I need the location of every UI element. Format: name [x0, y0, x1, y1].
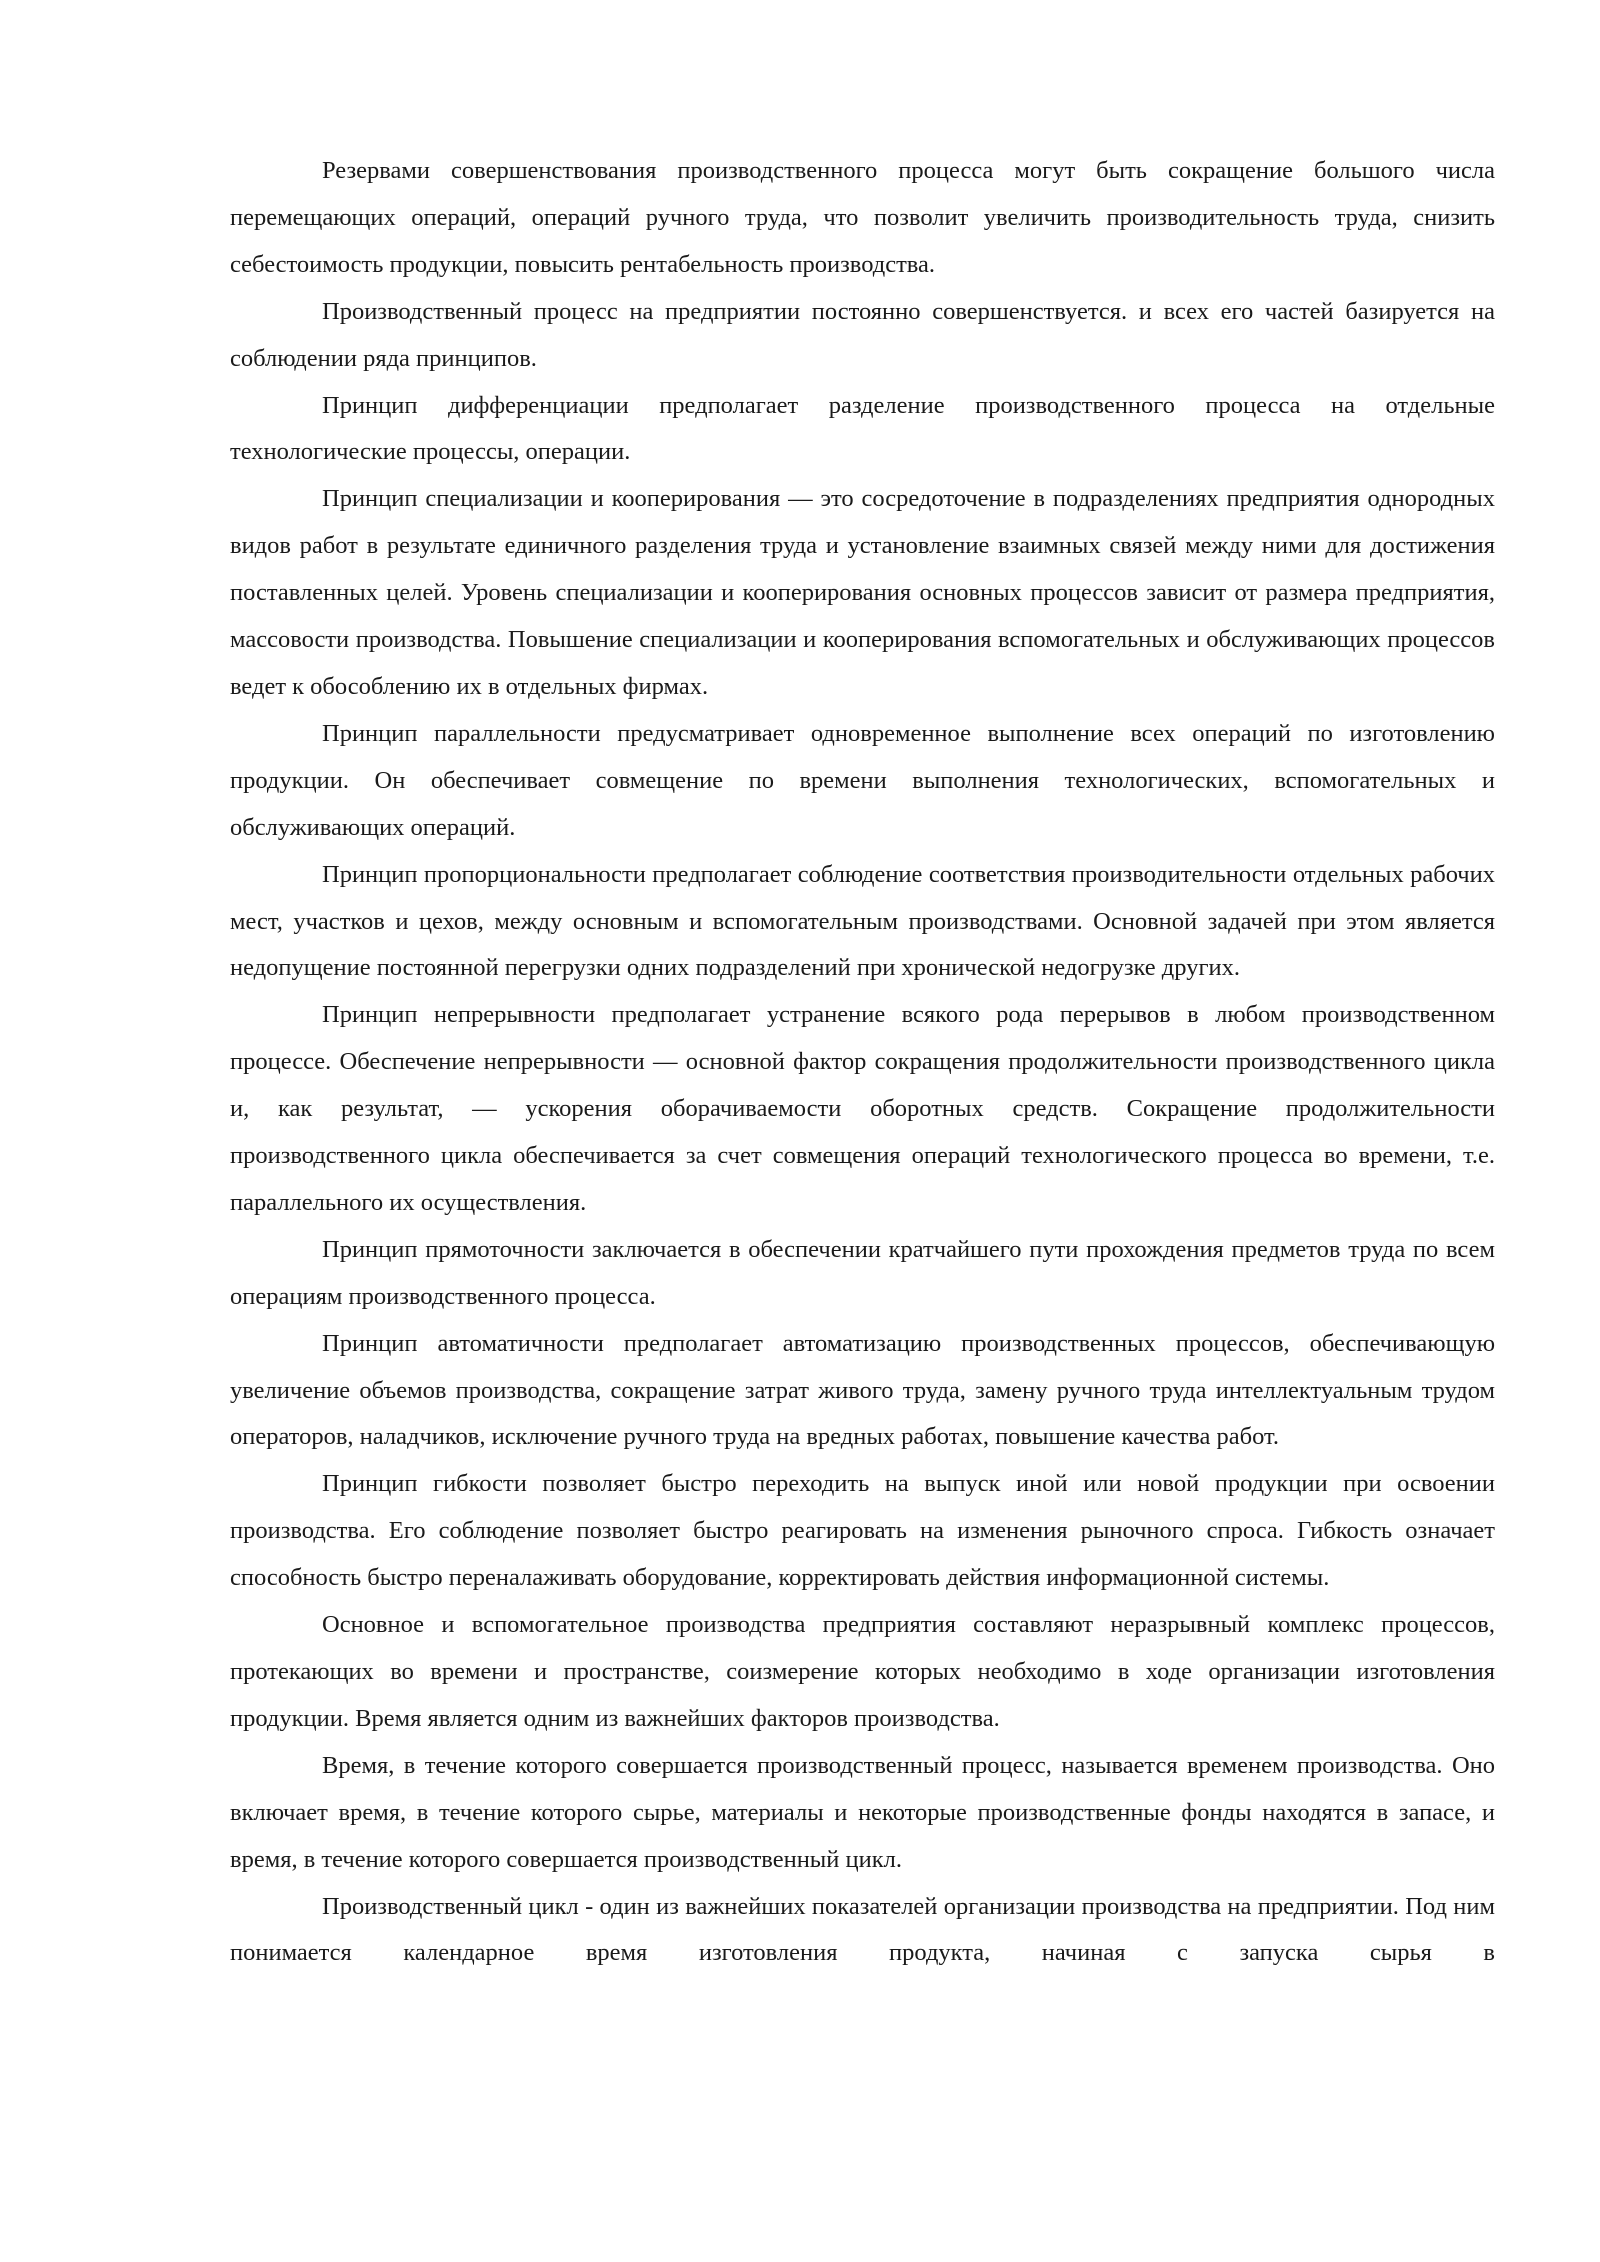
- paragraph-proportionality-principle: Принцип пропорциональности предполагает соблюдение соответствия производительности отдельных рабочих мест, участков и цехов, между основным и вспомогательным производствами. Основной задачей при этом является недопущение постоянной перегрузки одних подразделений при хронической недогрузке других.: [230, 860, 1495, 982]
- paragraph-flexibility-principle: Принцип гибкости позволяет быстро переходить на выпуск иной или новой продукции при освоении производства. Его соблюдение позволяет быстро реагировать на изменения рыночного спроса. Гибкость означает способность быстро переналаживать оборудование, корректировать действия информационной системы.: [230, 1470, 1495, 1592]
- paragraph-continuity-principle: Принцип непрерывности предполагает устранение всякого рода перерывов в любом производственном процессе. Обеспечение непрерывности — основной фактор сокращения продолжительности производственного цикла и, как результат, — ускорения оборачиваемости оборотных средств. Сокращение продолжительности производственного цикла обеспечивается за счет совмещения операций технологического процесса во времени, т.е. параллельного их осуществления.: [230, 1001, 1495, 1216]
- paragraph-direct-flow-principle: Принцип прямоточности заключается в обеспечении кратчайшего пути прохождения предметов труда по всем операциям производственного процесса.: [230, 1235, 1495, 1310]
- paragraph-automation-principle: Принцип автоматичности предполагает автоматизацию производственных процессов, обеспечивающую увеличение объемов производства, сокращение затрат живого труда, замену ручного труда интеллектуальным трудом операторов, наладчиков, исключение ручного труда на вредных работах, повышение качества работ.: [230, 1329, 1495, 1451]
- paragraph-parallelism-principle: Принцип параллельности предусматривает одновременное выполнение всех операций по изготовлению продукции. Он обеспечивает совмещение по времени выполнения технологических, вспомогательных и обслуживающих операций.: [230, 719, 1495, 841]
- paragraph-production-time: Время, в течение которого совершается производственный процесс, называется временем производства. Оно включает время, в течение которого сырье, материалы и некоторые производственные фонды находятся в запасе, и время, в течение которого совершается производственный цикл.: [230, 1751, 1495, 1873]
- paragraph-differentiation-principle: Принцип дифференциации предполагает разделение производственного процесса на отдельные технологические процессы, операции.: [230, 391, 1495, 466]
- document-page: [230, 148, 1495, 1977]
- paragraph-production-reserves: Резервами совершенствования производственного процесса могут быть сокращение большого числа перемещающих операций, операций ручного труда, что позволит увеличить производительность труда, снизить себестоимость продукции, повысить рентабельность производства.: [230, 157, 1495, 278]
- paragraph-process-improvement: Производственный процесс на предприятии постоянно совершенствуется. и всех его частей базируется на соблюдении ряда принципов.: [230, 297, 1495, 372]
- paragraph-specialization-principle: Принцип специализации и кооперирования — это сосредоточение в подразделениях предприятия однородных видов работ в результате единичного разделения труда и установление взаимных связей между ними для достижения поставленных целей. Уровень специализации и кооперирования основных процессов зависит от размера предприятия, массовости производства. Повышение специализации и кооперирования вспомогательных и обслуживающих процессов ведет к обособлению их в отдельных фирмах.: [230, 485, 1495, 700]
- paragraph-production-cycle: Производственный цикл - один из важнейших показателей организации производства на предприятии. Под ним понимается календарное время изготовления продукта, начиная с запуска сырья в: [230, 1892, 1495, 1967]
- paragraph-main-auxiliary-production: Основное и вспомогательное производства предприятия составляют неразрывный комплекс процессов, протекающих во времени и пространстве, соизмерение которых необходимо в ходе организации изготовления продукции. Время является одним из важнейших факторов производства.: [230, 1611, 1495, 1732]
